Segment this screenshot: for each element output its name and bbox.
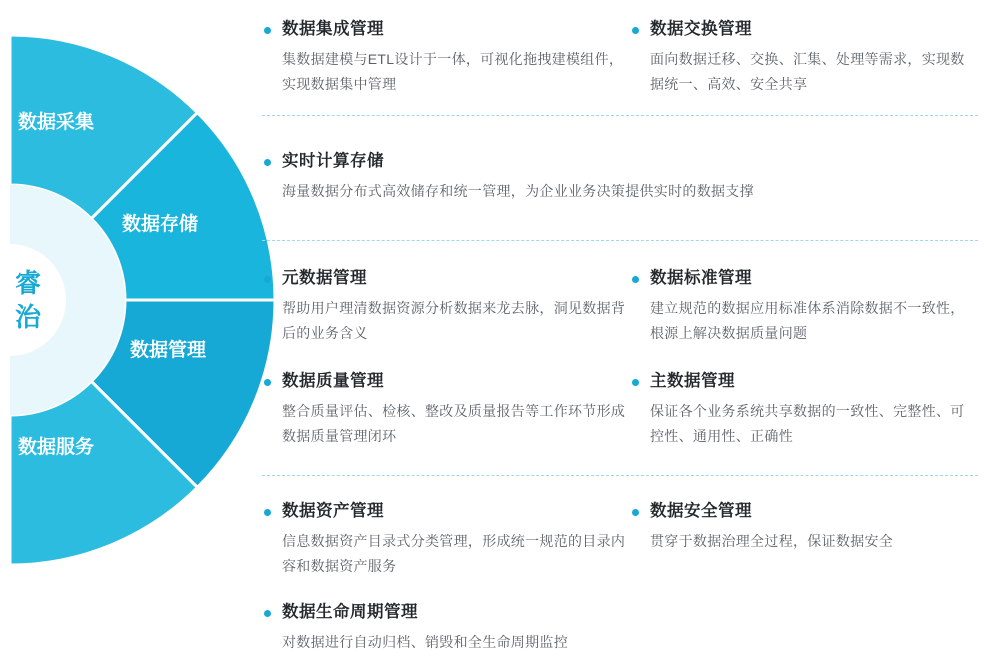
item-title: 实时计算存储 xyxy=(282,152,384,170)
item-data-asset-management[interactable] xyxy=(262,500,630,579)
item-title: 元数据管理 xyxy=(282,269,367,287)
item-data-security-management[interactable] xyxy=(630,500,970,554)
brand-label-line1: 睿 xyxy=(14,268,42,298)
item-description: 面向数据迁移、交换、汇集、处理等需求，实现数据统一、高效、安全共享 xyxy=(650,51,965,92)
item-metadata-management[interactable] xyxy=(262,267,630,346)
item-description: 集数据建模与ETL设计于一体，可视化拖拽建模组件，实现数据集中管理 xyxy=(282,51,624,92)
item-title: 数据标准管理 xyxy=(650,269,752,287)
item-master-data-management[interactable] xyxy=(630,370,970,449)
group-service-column-2 xyxy=(630,500,970,655)
group-service xyxy=(262,476,986,655)
item-title: 数据交换管理 xyxy=(650,20,752,38)
item-title: 数据生命周期管理 xyxy=(282,603,418,621)
bullet-icon xyxy=(632,509,639,516)
item-data-integration[interactable] xyxy=(262,18,630,97)
bullet-icon xyxy=(632,379,639,386)
item-description: 贯穿于数据治理全过程，保证数据安全 xyxy=(650,533,894,549)
item-data-lifecycle-management[interactable] xyxy=(262,601,630,655)
item-data-quality-management[interactable] xyxy=(262,370,630,449)
bullet-icon xyxy=(632,276,639,283)
bullet-icon xyxy=(264,379,271,386)
group-storage-column-1 xyxy=(262,150,970,204)
item-description: 整合质量评估、检核、整改及质量报告等工作环节形成数据质量管理闭环 xyxy=(282,403,626,444)
group-storage xyxy=(262,116,986,204)
item-description: 信息数据资产目录式分类管理，形成统一规范的目录内容和数据资产服务 xyxy=(282,533,626,574)
group-management xyxy=(262,241,986,449)
wheel-label-service: 数据服务 xyxy=(18,437,95,459)
bullet-icon xyxy=(264,509,271,516)
item-description: 建立规范的数据应用标准体系消除数据不一致性，根源上解决数据质量问题 xyxy=(650,300,965,341)
group-collection-column-2 xyxy=(630,18,970,97)
item-description: 保证各个业务系统共享数据的一致性、完整性、可控性、通用性、正确性 xyxy=(650,403,965,444)
group-service-column-1 xyxy=(262,500,630,655)
item-data-exchange[interactable] xyxy=(630,18,970,97)
bullet-icon xyxy=(264,27,271,34)
bullet-icon xyxy=(632,27,639,34)
item-description: 海量数据分布式高效储存和统一管理，为企业业务决策提供实时的数据支撑 xyxy=(282,183,754,199)
bullet-icon xyxy=(264,159,271,166)
capability-wheel-diagram xyxy=(0,0,300,669)
bullet-icon xyxy=(264,276,271,283)
brand-label-line2: 治 xyxy=(14,302,42,332)
item-title: 主数据管理 xyxy=(650,372,735,390)
wheel-label-management: 数据管理 xyxy=(130,340,207,362)
item-title: 数据安全管理 xyxy=(650,502,752,520)
wheel-label-storage: 数据存储 xyxy=(122,214,199,236)
item-data-standard-management[interactable] xyxy=(630,267,970,346)
group-collection-column-1 xyxy=(262,18,630,97)
item-description: 对数据进行自动归档、销毁和全生命周期监控 xyxy=(282,634,568,650)
item-title: 数据质量管理 xyxy=(282,372,384,390)
item-realtime-compute-storage[interactable] xyxy=(262,150,970,204)
group-management-column-2 xyxy=(630,267,970,449)
item-title: 数据资产管理 xyxy=(282,502,384,520)
group-management-column-1 xyxy=(262,267,630,449)
group-collection xyxy=(262,0,986,97)
item-title: 数据集成管理 xyxy=(282,20,384,38)
capability-details-panel xyxy=(262,0,986,669)
wheel-label-collection: 数据采集 xyxy=(18,112,95,134)
bullet-icon xyxy=(264,610,271,617)
item-description: 帮助用户理清数据资源分析数据来龙去脉，洞见数据背后的业务含义 xyxy=(282,300,626,341)
